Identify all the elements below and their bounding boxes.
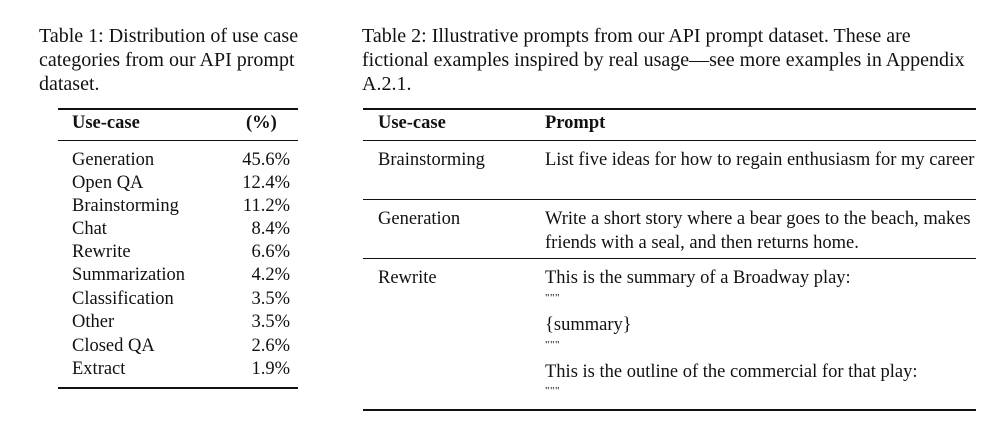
table1-row-use-case: Chat	[72, 219, 107, 239]
table1-row-use-case: Rewrite	[72, 242, 131, 262]
table2-prompt-line: This is the outline of the commercial for that play:	[545, 362, 918, 382]
table1-row	[72, 288, 290, 311]
table1-row-percent: 1.9%	[251, 359, 290, 379]
table1-row	[72, 311, 290, 334]
table1-row	[72, 358, 290, 381]
table1-row-percent: 3.5%	[251, 312, 290, 332]
table1-row	[72, 218, 290, 241]
table1-row-percent: 45.6%	[242, 150, 290, 170]
table1-row-use-case: Open QA	[72, 173, 144, 193]
table1-row-use-case: Summarization	[72, 265, 186, 285]
table2-bottom-rule	[363, 409, 976, 411]
table1-top-rule	[58, 108, 298, 110]
table1-row-use-case: Other	[72, 312, 115, 332]
table1-header-percent: (%)	[246, 113, 277, 133]
table2-row-divider	[363, 258, 976, 259]
table2-row-use-case: Rewrite	[378, 268, 437, 288]
table2-header-prompt: Prompt	[545, 113, 606, 133]
table1-header-use-case: Use-case	[72, 113, 140, 133]
table2-header-use-case: Use-case	[378, 113, 446, 133]
table2-prompt-line: {summary}	[545, 315, 632, 335]
table1-caption: Table 1: Distribution of use case categories from our API prompt dataset.	[39, 25, 299, 95]
table2-row-use-case: Brainstorming	[378, 150, 485, 170]
table1-row-percent: 11.2%	[242, 196, 290, 216]
table1-bottom-rule	[58, 387, 298, 389]
table1-row	[72, 241, 290, 264]
table1-row	[72, 195, 290, 218]
table1-row-use-case: Brainstorming	[72, 196, 179, 216]
table1-row-percent: 2.6%	[251, 336, 290, 356]
table1-row	[72, 335, 290, 358]
table1-row-percent: 6.6%	[251, 242, 290, 262]
table2-prompt-quotes: """	[545, 385, 560, 397]
table1-row-use-case: Extract	[72, 359, 126, 379]
table2-row-divider	[363, 199, 976, 200]
table2-caption: Table 2: Illustrative prompts from our API prompt dataset. These are fictional examples inspired by real usage—see more examples in Appendix A.2.1.	[362, 25, 965, 95]
table1-row-percent: 3.5%	[251, 289, 290, 309]
table2-row-use-case: Generation	[378, 209, 461, 229]
table1-row	[72, 264, 290, 287]
table1-mid-rule	[58, 140, 298, 141]
table1-row-use-case: Generation	[72, 150, 155, 170]
table1-row	[72, 149, 290, 172]
table2-prompt-quotes: """	[545, 339, 560, 351]
table1-row-percent: 8.4%	[251, 219, 290, 239]
table2-row-prompt: Write a short story where a bear goes to the beach, makes friends with a seal, and then returns home.	[545, 209, 971, 253]
table2-row-prompt: List five ideas for how to regain enthusiasm for my career	[545, 150, 975, 170]
table2-prompt-quotes: """	[545, 292, 560, 304]
table1-row	[72, 172, 290, 195]
table2-top-rule	[363, 108, 976, 110]
table2-mid-rule	[363, 140, 976, 141]
table2-prompt-line: This is the summary of a Broadway play:	[545, 268, 851, 288]
table1-row-use-case: Classification	[72, 289, 174, 309]
table1-row-use-case: Closed QA	[72, 336, 155, 356]
table1-row-percent: 12.4%	[242, 173, 290, 193]
table1-row-percent: 4.2%	[251, 265, 290, 285]
